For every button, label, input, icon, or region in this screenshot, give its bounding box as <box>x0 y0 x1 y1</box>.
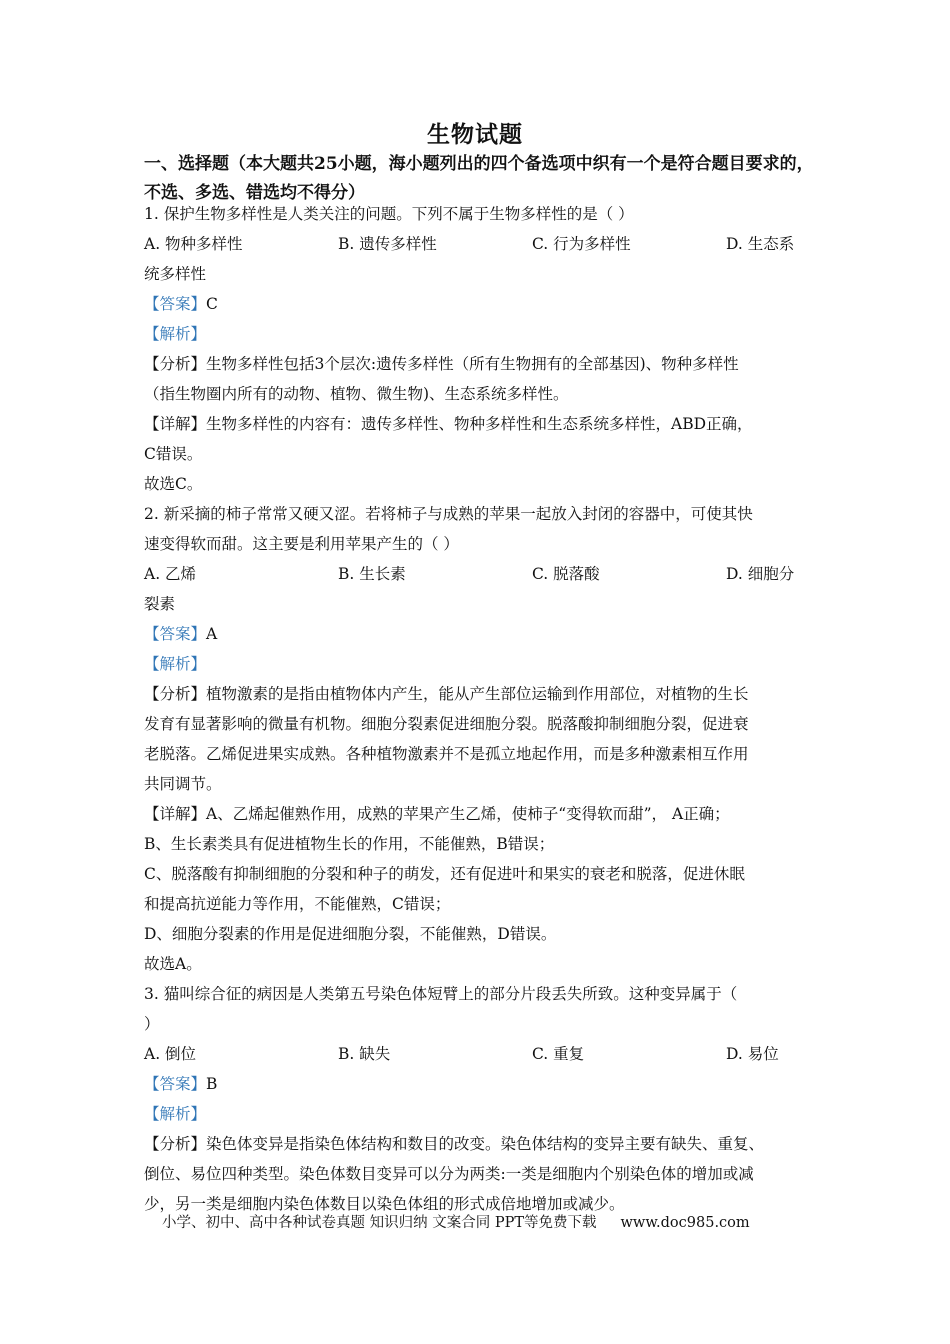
question-3-stem: 3. 猫叫综合征的病因是人类第五号染色体短臂上的部分片段丢失所致。这种变异属于（ <box>144 985 738 1003</box>
answer-value: C <box>206 295 218 313</box>
fenxi-text: 发育有显著影响的微量有机物。细胞分裂素促进细胞分裂。脱落酸抑制细胞分裂，促进衰 <box>144 715 749 733</box>
option-b: B. 缺失 <box>338 1045 391 1063</box>
option-b: B. 遗传多样性 <box>338 235 437 253</box>
fenxi-tag: 【分析】 <box>144 685 207 703</box>
fenxi-text: （指生物圈内所有的动物、植物、微生物)、生态系统多样性。 <box>144 385 569 403</box>
option-c: C. 重复 <box>532 1045 585 1063</box>
footer-link[interactable]: www.doc985.com <box>620 1215 750 1231</box>
option-d: D. 易位 <box>726 1045 779 1063</box>
footer-text: 小学、初中、高中各种试卷真题 知识归纳 文案合同 PPT等免费下载 <box>162 1215 597 1231</box>
xiangjie-line <box>144 799 810 829</box>
document-content <box>144 199 810 1219</box>
fenxi-text: 共同调节。 <box>144 775 222 793</box>
xiangjie-tag: 【详解】 <box>144 805 207 823</box>
answer-line <box>144 289 810 319</box>
analysis-tag: 【解析】 <box>144 1105 207 1123</box>
option-a: A. 倒位 <box>144 1045 197 1063</box>
answer-line <box>144 619 810 649</box>
option-d-wrap: 裂素 <box>144 595 176 613</box>
fenxi-tag: 【分析】 <box>144 355 207 373</box>
fenxi-tag: 【分析】 <box>144 1135 207 1153</box>
fenxi-text: 植物激素的是指由植物体内产生，能从产生部位运输到作用部位，对植物的生长 <box>206 685 749 703</box>
answer-tag: 【答案】 <box>144 295 207 313</box>
section-heading: 一、选择题（本大题共25小题，海小题列出的四个备选项中织有一个是符合题目要求的，不选、多选、错选均不得分） <box>144 154 814 203</box>
xiangjie-tag: 【详解】 <box>144 415 207 433</box>
fenxi-text: 少，另一类是细胞内染色体数目以染色体组的形式成倍地增加或减少。 <box>144 1195 625 1213</box>
xiangjie-text: D、细胞分裂素的作用是促进细胞分裂，不能催熟，D错误。 <box>144 925 557 943</box>
answer-line <box>144 1069 810 1099</box>
question-2-options <box>144 559 810 589</box>
page-title: 生物试题 <box>427 121 523 148</box>
option-c: C. 脱落酸 <box>532 565 600 583</box>
option-d: D. 细胞分 <box>726 565 795 583</box>
conclusion: 故选C。 <box>144 475 203 493</box>
answer-value: B <box>206 1075 218 1093</box>
answer-tag: 【答案】 <box>144 1075 207 1093</box>
fenxi-text: 老脱落。乙烯促进果实成熟。各种植物激素并不是孤立地起作用，而是多种激素相互作用 <box>144 745 749 763</box>
fenxi-text: 生物多样性包括3个层次:遗传多样性（所有生物拥有的全部基因)、物种多样性 <box>206 355 739 373</box>
option-c: C. 行为多样性 <box>532 235 631 253</box>
question-1-options <box>144 229 810 259</box>
xiangjie-text: A、乙烯起催熟作用，成熟的苹果产生乙烯，使柿子“变得软而甜”， A正确； <box>206 805 730 823</box>
fenxi-text: 倒位、易位四种类型。染色体数目变异可以分为两类:一类是细胞内个别染色体的增加或减 <box>144 1165 754 1183</box>
fenxi-text: 染色体变异是指染色体结构和数目的改变。染色体结构的变异主要有缺失、重复、 <box>206 1135 765 1153</box>
option-a: A. 物种多样性 <box>144 235 243 253</box>
xiangjie-text: 和提高抗逆能力等作用，不能催熟，C错误； <box>144 895 451 913</box>
option-b: B. 生长素 <box>338 565 406 583</box>
xiangjie-text: 生物多样性的内容有：遗传多样性、物种多样性和生态系统多样性，ABD正确， <box>206 415 753 433</box>
question-2-stem: 2. 新采摘的柿子常常又硬又涩。若将柿子与成熟的苹果一起放入封闭的容器中，可使其快 <box>144 505 753 523</box>
option-d: D. 生态系 <box>726 235 795 253</box>
option-d-wrap: 统多样性 <box>144 265 207 283</box>
page-footer <box>162 1212 750 1234</box>
answer-value: A <box>206 625 218 643</box>
xiangjie-line <box>144 409 810 439</box>
xiangjie-text: C、脱落酸有抑制细胞的分裂和种子的萌发，还有促进叶和果实的衰老和脱落，促进休眠 <box>144 865 745 883</box>
xiangjie-text: B、生长素类具有促进植物生长的作用，不能催熟，B错误； <box>144 835 555 853</box>
fenxi-line <box>144 1129 810 1159</box>
xiangjie-text: C错误。 <box>144 445 203 463</box>
question-2-stem: 速变得软而甜。这主要是利用苹果产生的（ ） <box>144 535 459 553</box>
fenxi-line <box>144 349 810 379</box>
answer-tag: 【答案】 <box>144 625 207 643</box>
question-3-options <box>144 1039 810 1069</box>
analysis-tag: 【解析】 <box>144 325 207 343</box>
conclusion: 故选A。 <box>144 955 202 973</box>
analysis-tag: 【解析】 <box>144 655 207 673</box>
fenxi-line <box>144 679 810 709</box>
question-3-stem: ） <box>144 1015 160 1033</box>
option-a: A. 乙烯 <box>144 565 197 583</box>
question-1-stem: 1. 保护生物多样性是人类关注的问题。下列不属于生物多样性的是（ ） <box>144 205 634 223</box>
